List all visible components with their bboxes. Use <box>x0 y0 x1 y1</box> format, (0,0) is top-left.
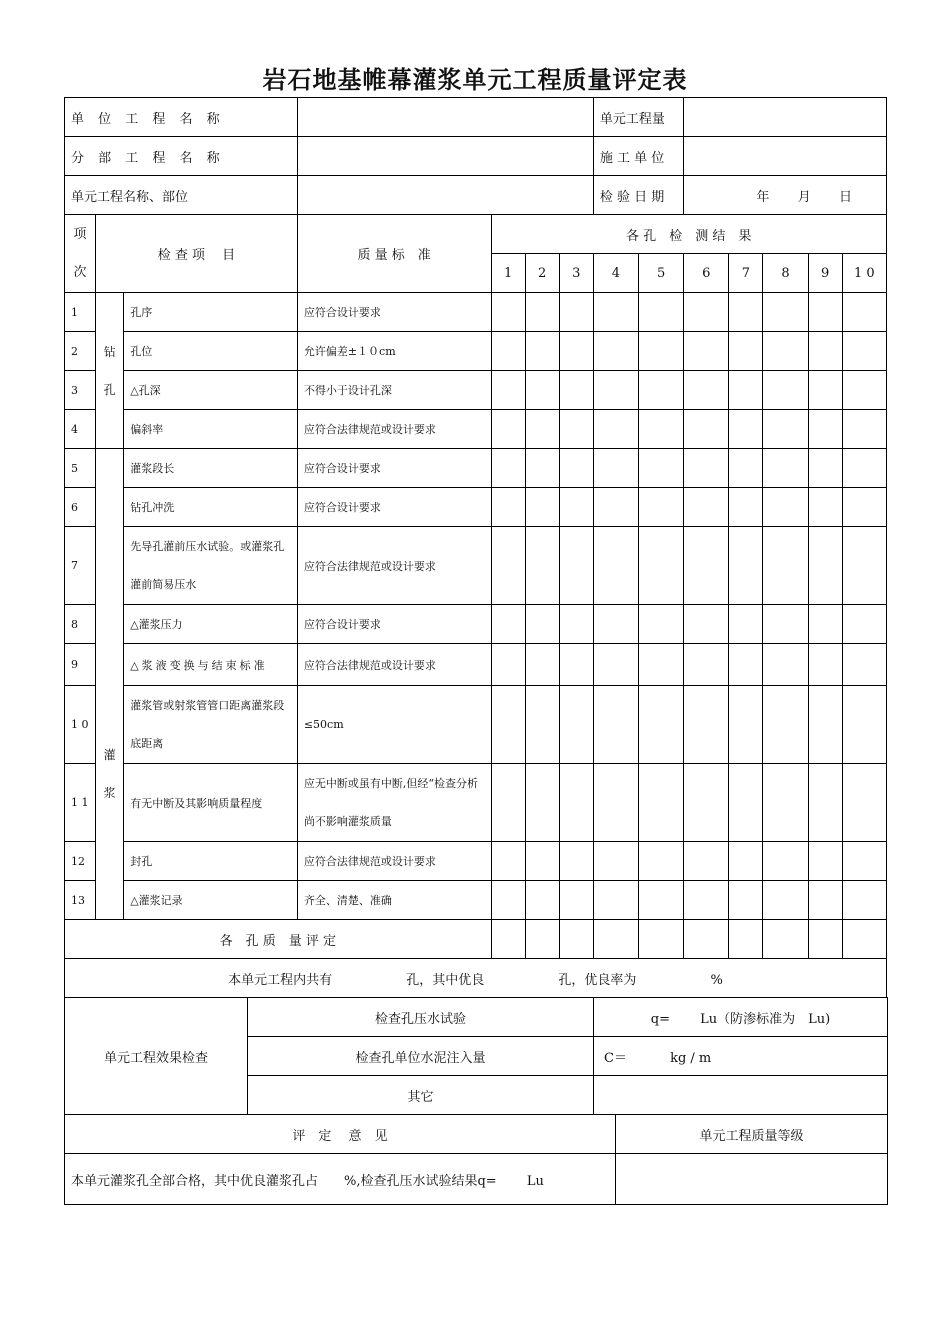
result-cell[interactable] <box>593 449 638 488</box>
result-cell[interactable] <box>842 293 886 332</box>
result-cell[interactable] <box>491 686 525 764</box>
hole-header-1: 1 <box>491 254 525 293</box>
table-row <box>65 842 887 881</box>
row-standard: ≤50cm <box>297 686 491 764</box>
result-cell[interactable] <box>842 371 886 410</box>
row-no: 13 <box>65 881 96 920</box>
opinion-text[interactable]: 本单元灌浆孔全部合格，其中优良灌浆孔占 %,检查孔压水试验结果q= Lu <box>65 1154 616 1205</box>
row-standard: 应符合设计要求 <box>297 488 491 527</box>
row-item: 封孔 <box>124 842 298 881</box>
result-cell[interactable] <box>491 488 525 527</box>
result-cell[interactable] <box>491 605 525 644</box>
result-cell[interactable] <box>559 764 593 842</box>
result-cell[interactable] <box>729 293 763 332</box>
eval-cell[interactable] <box>808 920 842 959</box>
category-drilling <box>96 293 124 449</box>
result-cell[interactable] <box>842 842 886 881</box>
unit-project-name-value[interactable] <box>297 98 593 137</box>
other-label: 其它 <box>248 1076 594 1115</box>
result-cell[interactable] <box>639 410 684 449</box>
eval-cell[interactable] <box>684 920 729 959</box>
result-cell[interactable] <box>763 881 808 920</box>
result-cell[interactable] <box>808 293 842 332</box>
result-cell[interactable] <box>729 527 763 605</box>
table-row <box>65 764 887 842</box>
effect-check-table <box>64 997 888 1115</box>
grade-value[interactable] <box>616 1154 888 1205</box>
result-cell[interactable] <box>763 527 808 605</box>
table-row <box>65 605 887 644</box>
result-cell[interactable] <box>808 371 842 410</box>
hole-header-3: 3 <box>559 254 593 293</box>
result-cell[interactable] <box>559 527 593 605</box>
row-no: 5 <box>65 449 96 488</box>
category-grouting <box>96 449 124 920</box>
result-cell[interactable] <box>684 644 729 686</box>
result-cell[interactable] <box>525 488 559 527</box>
result-cell[interactable] <box>842 488 886 527</box>
row-no: 1 1 <box>65 764 96 842</box>
grade-label: 单元工程质量等级 <box>616 1115 888 1154</box>
result-cell[interactable] <box>593 371 638 410</box>
result-cell[interactable] <box>491 842 525 881</box>
result-cell[interactable] <box>842 449 886 488</box>
result-cell[interactable] <box>729 644 763 686</box>
result-cell[interactable] <box>525 371 559 410</box>
summary-part2: 孔，其中优良 <box>406 972 485 988</box>
table-row <box>65 332 887 371</box>
unit-quantity-value[interactable] <box>684 98 887 137</box>
eval-cell[interactable] <box>491 920 525 959</box>
row-item: 钻孔冲洗 <box>124 488 298 527</box>
sub-project-name-label: 分 部 工 程 名 称 <box>65 137 298 176</box>
sub-project-name-value[interactable] <box>297 137 593 176</box>
result-cell[interactable] <box>593 527 638 605</box>
eval-cell[interactable] <box>729 920 763 959</box>
result-cell[interactable] <box>684 293 729 332</box>
summary-part1: 本单元工程内共有 <box>228 972 333 988</box>
result-cell[interactable] <box>763 644 808 686</box>
row-item: 先导孔灌前压水试验。或灌浆孔灌前简易压水 <box>124 527 298 605</box>
row-item: △孔深 <box>124 371 298 410</box>
result-cell[interactable] <box>729 371 763 410</box>
result-cell[interactable] <box>559 332 593 371</box>
row-no: 9 <box>65 644 96 686</box>
inspection-date-value[interactable] <box>684 176 887 215</box>
result-cell[interactable] <box>639 686 684 764</box>
row-item: △浆液变换与结束标准 <box>124 644 298 686</box>
result-cell[interactable] <box>639 881 684 920</box>
result-cell[interactable] <box>729 332 763 371</box>
pressure-test-label: 检查孔压水试验 <box>248 998 594 1037</box>
result-cell[interactable] <box>763 605 808 644</box>
result-cell[interactable] <box>639 488 684 527</box>
result-cell[interactable] <box>763 410 808 449</box>
result-cell[interactable] <box>842 332 886 371</box>
row-no: 8 <box>65 605 96 644</box>
check-item-header: 检 查 项 目 <box>96 215 298 293</box>
result-cell[interactable] <box>763 488 808 527</box>
hole-header-6: 6 <box>684 254 729 293</box>
result-cell[interactable] <box>491 332 525 371</box>
opinion-table <box>64 1114 888 1205</box>
result-cell[interactable] <box>639 605 684 644</box>
construction-unit-value[interactable] <box>684 137 887 176</box>
eval-cell[interactable] <box>763 920 808 959</box>
eval-cell[interactable] <box>593 920 638 959</box>
page-title: 岩石地基帷幕灌浆单元工程质量评定表 <box>262 66 688 94</box>
result-cell[interactable] <box>729 410 763 449</box>
table-row <box>65 449 887 488</box>
table-row <box>65 293 887 332</box>
result-cell[interactable] <box>559 842 593 881</box>
result-cell[interactable] <box>639 764 684 842</box>
eval-cell[interactable] <box>842 920 886 959</box>
row-standard: 应符合法律规范或设计要求 <box>297 842 491 881</box>
result-cell[interactable] <box>842 881 886 920</box>
result-cell[interactable] <box>808 488 842 527</box>
result-cell[interactable] <box>842 764 886 842</box>
row-standard: 应无中断或虽有中断,但经“检查分析尚不影响灌浆质量 <box>297 764 491 842</box>
result-cell[interactable] <box>593 410 638 449</box>
category-grouting-char2: 浆 <box>103 786 116 800</box>
result-cell[interactable] <box>559 449 593 488</box>
result-cell[interactable] <box>842 686 886 764</box>
item-no-header-line2: 次 <box>73 264 87 280</box>
result-cell[interactable] <box>525 449 559 488</box>
row-no: 7 <box>65 527 96 605</box>
element-name-location-label: 单元工程名称、部位 <box>65 176 298 215</box>
row-no: 12 <box>65 842 96 881</box>
unit-project-name-label: 单 位 工 程 名 称 <box>65 98 298 137</box>
result-cell[interactable] <box>763 293 808 332</box>
row-standard: 应符合法律规范或设计要求 <box>297 644 491 686</box>
result-cell[interactable] <box>525 293 559 332</box>
quality-standard-header: 质 量 标 准 <box>297 215 491 293</box>
row-standard: 不得小于设计孔深 <box>297 371 491 410</box>
date-month: 月 <box>797 189 811 205</box>
result-cell[interactable] <box>684 449 729 488</box>
result-cell[interactable] <box>842 527 886 605</box>
result-cell[interactable] <box>763 842 808 881</box>
row-item: 灌浆管或射浆管管口距离灌浆段底距离 <box>124 686 298 764</box>
row-no: 3 <box>65 371 96 410</box>
result-cell[interactable] <box>684 605 729 644</box>
result-cell[interactable] <box>559 488 593 527</box>
summary-cell <box>65 959 887 998</box>
result-cell[interactable] <box>808 686 842 764</box>
result-cell[interactable] <box>763 449 808 488</box>
result-cell[interactable] <box>525 881 559 920</box>
result-cell[interactable] <box>593 332 638 371</box>
construction-unit-label: 施 工 单 位 <box>593 137 683 176</box>
pressure-test-value[interactable]: q= Lu（防渗标准为 Lu) <box>594 998 888 1037</box>
table-row <box>65 881 887 920</box>
hole-header-7: 7 <box>729 254 763 293</box>
row-no: 4 <box>65 410 96 449</box>
result-cell[interactable] <box>491 449 525 488</box>
hole-header-10: 1 0 <box>842 254 886 293</box>
item-no-header-line1: 项 <box>73 226 87 242</box>
result-cell[interactable] <box>763 371 808 410</box>
table-row <box>65 527 887 605</box>
hole-header-9: 9 <box>808 254 842 293</box>
result-cell[interactable] <box>763 764 808 842</box>
row-standard: 应符合设计要求 <box>297 293 491 332</box>
result-cell[interactable] <box>491 371 525 410</box>
inspection-date-label: 检 验 日 期 <box>593 176 683 215</box>
table-row <box>65 410 887 449</box>
inspection-table <box>64 97 887 998</box>
result-cell[interactable] <box>491 644 525 686</box>
row-standard: 应符合法律规范或设计要求 <box>297 410 491 449</box>
result-cell[interactable] <box>525 842 559 881</box>
result-cell[interactable] <box>808 881 842 920</box>
other-value[interactable] <box>594 1076 888 1115</box>
result-cell[interactable] <box>639 293 684 332</box>
hole-quality-row <box>65 920 887 959</box>
result-cell[interactable] <box>808 410 842 449</box>
result-cell[interactable] <box>593 293 638 332</box>
result-cell[interactable] <box>491 527 525 605</box>
result-cell[interactable] <box>729 881 763 920</box>
element-name-location-value[interactable] <box>297 176 593 215</box>
row-item: 有无中断及其影响质量程度 <box>124 764 298 842</box>
result-cell[interactable] <box>684 410 729 449</box>
table-row <box>65 644 887 686</box>
result-cell[interactable] <box>684 764 729 842</box>
item-no-header <box>65 215 96 293</box>
result-cell[interactable] <box>525 605 559 644</box>
summary-part3: 孔，优良率为 <box>558 972 637 988</box>
result-cell[interactable] <box>808 332 842 371</box>
result-cell[interactable] <box>639 371 684 410</box>
result-cell[interactable] <box>684 881 729 920</box>
result-cell[interactable] <box>525 410 559 449</box>
hole-header-2: 2 <box>525 254 559 293</box>
result-cell[interactable] <box>808 449 842 488</box>
result-cell[interactable] <box>593 686 638 764</box>
unit-quantity-label: 单元工程量 <box>593 98 683 137</box>
result-cell[interactable] <box>729 449 763 488</box>
result-cell[interactable] <box>525 686 559 764</box>
result-cell[interactable] <box>808 527 842 605</box>
result-cell[interactable] <box>684 527 729 605</box>
result-cell[interactable] <box>525 644 559 686</box>
hole-header-5: 5 <box>639 254 684 293</box>
result-cell[interactable] <box>593 488 638 527</box>
cement-injection-value[interactable]: C＝ kg / m <box>594 1037 888 1076</box>
result-cell[interactable] <box>729 488 763 527</box>
result-cell[interactable] <box>684 371 729 410</box>
row-item: △灌浆压力 <box>124 605 298 644</box>
result-cell[interactable] <box>808 764 842 842</box>
hole-header-8: 8 <box>763 254 808 293</box>
result-cell[interactable] <box>729 764 763 842</box>
row-standard: 应符合法律规范或设计要求 <box>297 527 491 605</box>
result-cell[interactable] <box>763 332 808 371</box>
result-cell[interactable] <box>559 293 593 332</box>
result-cell[interactable] <box>559 644 593 686</box>
result-cell[interactable] <box>593 881 638 920</box>
result-cell[interactable] <box>684 686 729 764</box>
result-cell[interactable] <box>639 527 684 605</box>
result-cell[interactable] <box>559 686 593 764</box>
result-cell[interactable] <box>559 371 593 410</box>
result-cell[interactable] <box>808 644 842 686</box>
eval-cell[interactable] <box>639 920 684 959</box>
row-item: 偏斜率 <box>124 410 298 449</box>
result-cell[interactable] <box>559 410 593 449</box>
result-cell[interactable] <box>684 488 729 527</box>
result-cell[interactable] <box>639 332 684 371</box>
category-grouting-char1: 灌 <box>103 748 116 762</box>
eval-cell[interactable] <box>525 920 559 959</box>
row-standard: 齐全、清楚、准确 <box>297 881 491 920</box>
summary-row <box>65 959 887 998</box>
result-cell[interactable] <box>684 842 729 881</box>
hole-header-4: 4 <box>593 254 638 293</box>
row-no: 1 <box>65 293 96 332</box>
opinion-label: 评 定 意 见 <box>65 1115 616 1154</box>
row-item: 灌浆段长 <box>124 449 298 488</box>
row-standard: 应符合设计要求 <box>297 605 491 644</box>
hole-quality-eval-label: 各 孔 质 量 评 定 <box>65 920 492 959</box>
result-cell[interactable] <box>842 410 886 449</box>
result-cell[interactable] <box>808 605 842 644</box>
result-cell[interactable] <box>525 332 559 371</box>
summary-part4: % <box>710 972 723 988</box>
result-cell[interactable] <box>729 686 763 764</box>
table-row <box>65 686 887 764</box>
result-cell[interactable] <box>559 605 593 644</box>
row-item: △灌浆记录 <box>124 881 298 920</box>
row-no: 2 <box>65 332 96 371</box>
result-cell[interactable] <box>491 293 525 332</box>
eval-cell[interactable] <box>559 920 593 959</box>
effect-check-label: 单元工程效果检查 <box>65 998 248 1115</box>
row-standard: 允许偏差±１０cm <box>297 332 491 371</box>
date-year: 年 <box>756 189 770 205</box>
hole-results-header: 各 孔 检 测 结 果 <box>491 215 886 254</box>
row-standard: 应符合设计要求 <box>297 449 491 488</box>
date-day: 日 <box>838 189 852 205</box>
category-drilling-char2: 孔 <box>103 382 116 397</box>
result-cell[interactable] <box>684 332 729 371</box>
result-cell[interactable] <box>808 842 842 881</box>
result-cell[interactable] <box>593 764 638 842</box>
row-no: 1 0 <box>65 686 96 764</box>
result-cell[interactable] <box>525 764 559 842</box>
result-cell[interactable] <box>593 605 638 644</box>
result-cell[interactable] <box>491 410 525 449</box>
result-cell[interactable] <box>525 527 559 605</box>
result-cell[interactable] <box>729 842 763 881</box>
row-item: 孔序 <box>124 293 298 332</box>
result-cell[interactable] <box>763 686 808 764</box>
result-cell[interactable] <box>593 644 638 686</box>
result-cell[interactable] <box>639 449 684 488</box>
cement-injection-label: 检查孔单位水泥注入量 <box>248 1037 594 1076</box>
row-no: 6 <box>65 488 96 527</box>
row-item: 孔位 <box>124 332 298 371</box>
category-drilling-char1: 钻 <box>103 344 116 359</box>
result-cell[interactable] <box>491 764 525 842</box>
result-cell[interactable] <box>491 881 525 920</box>
table-row <box>65 488 887 527</box>
result-cell[interactable] <box>593 842 638 881</box>
result-cell[interactable] <box>639 644 684 686</box>
table-row <box>65 371 887 410</box>
result-cell[interactable] <box>639 842 684 881</box>
result-cell[interactable] <box>842 605 886 644</box>
result-cell[interactable] <box>842 644 886 686</box>
result-cell[interactable] <box>559 881 593 920</box>
result-cell[interactable] <box>729 605 763 644</box>
